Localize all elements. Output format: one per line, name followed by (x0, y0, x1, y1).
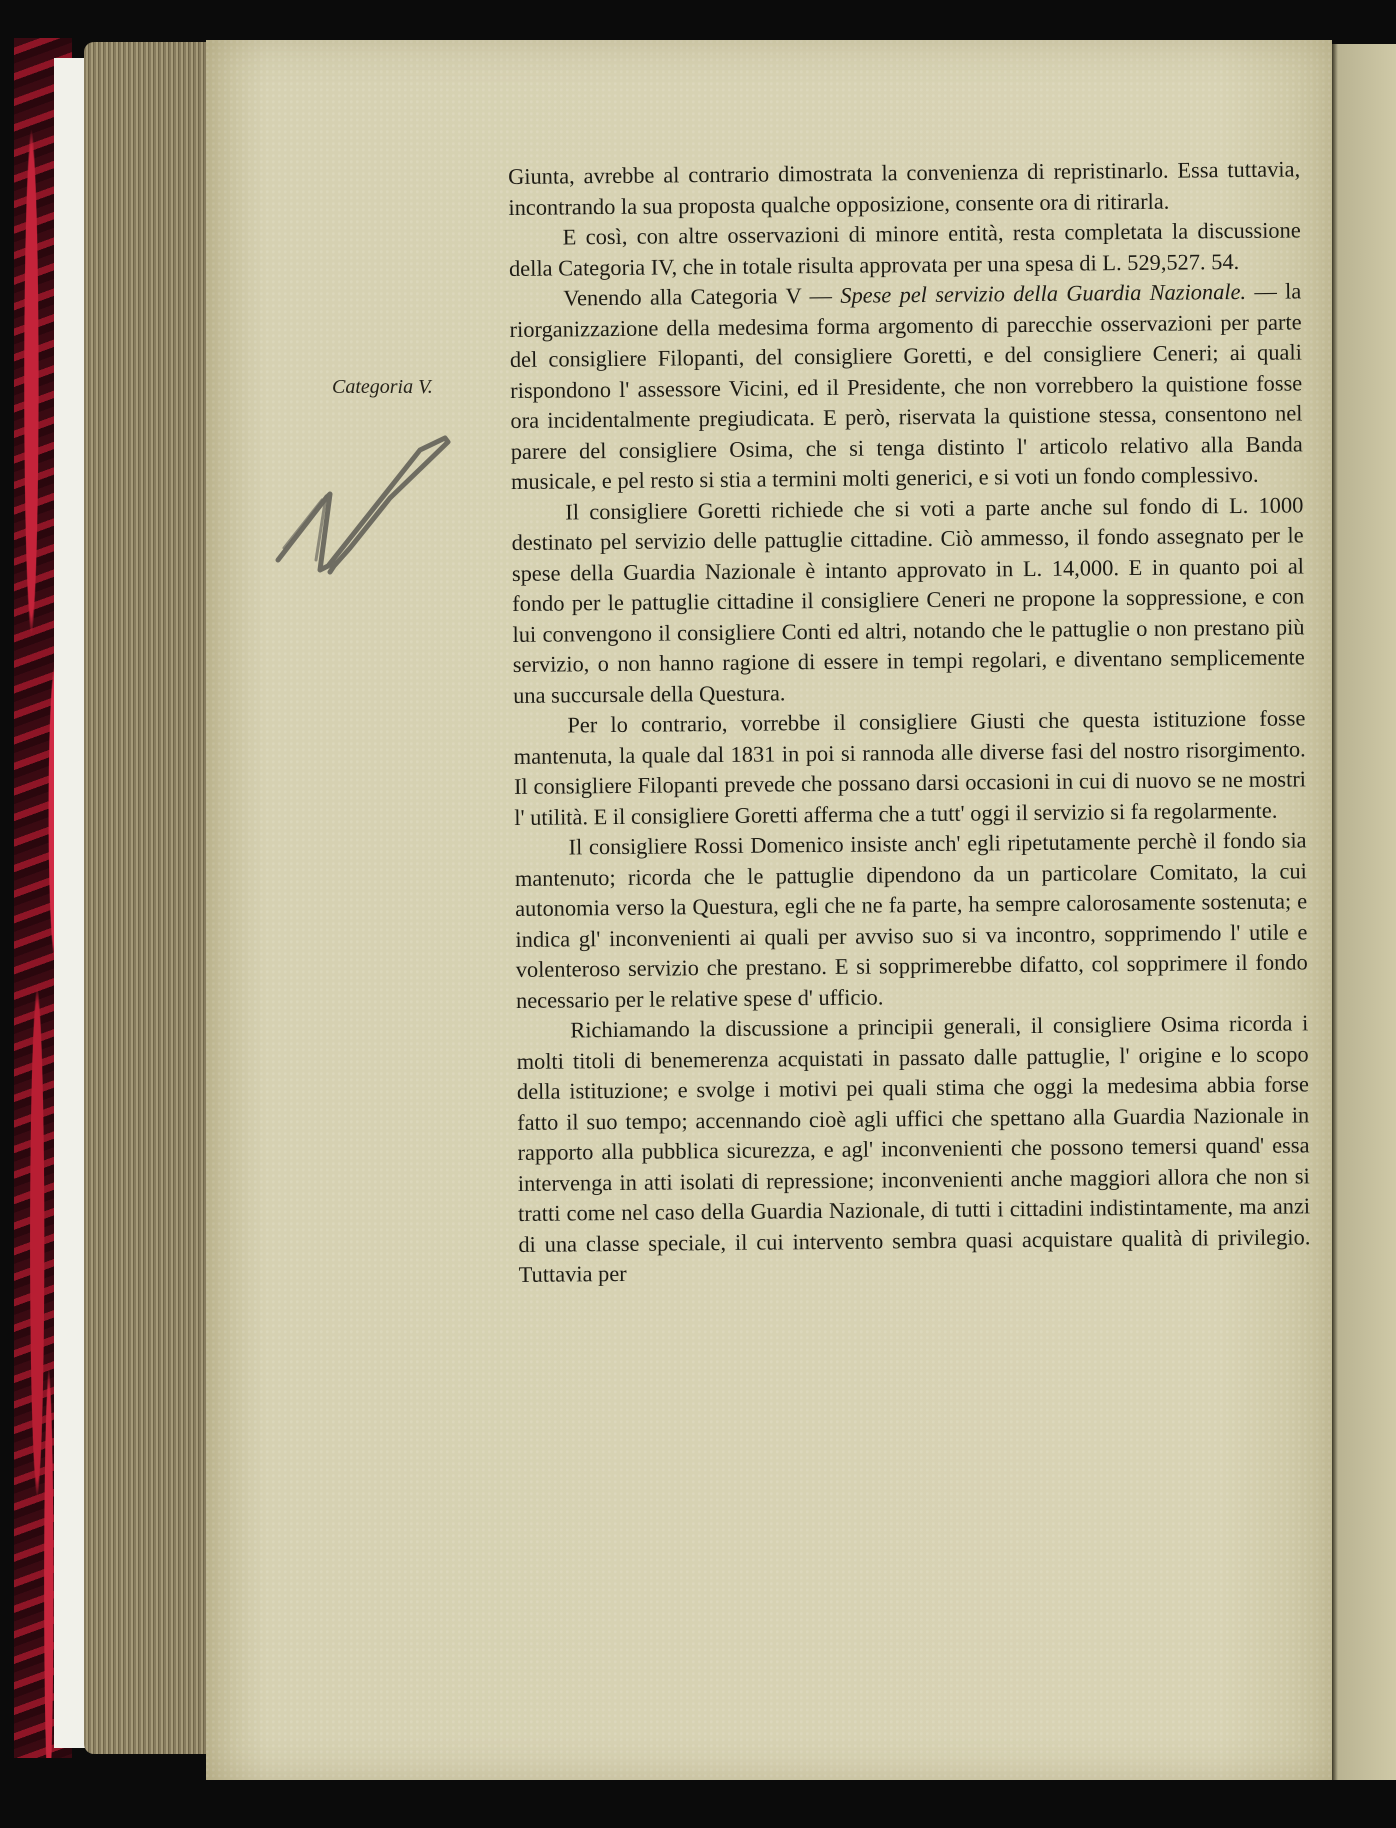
page-edges (84, 42, 214, 1754)
pencil-mark (270, 420, 470, 585)
paragraph: Giunta, avrebbe al contrario dimostrata la convenienza di repristinarlo. Essa tuttavia, incontrando la sua proposta qualche opposizione, consente ora di ritirarla. (508, 156, 1301, 220)
body-text (508, 154, 1311, 1290)
paragraph-intro: Venendo alla Categoria V — (563, 282, 841, 311)
facing-page-edge (1332, 44, 1396, 1780)
paragraph-body: — la riorganizzazione della medesima forma argomento di parecchie osservazioni per parte del consigliere Filopanti, del consigliere Goretti, e del consigliere Ceneri; ai quali rispondono l' assessore Vicini, ed il Presidente, che non vorrebbero la quistione fosse ora incidentalmente pregiudicata. E però, riservata la quistione stessa, consentono nel parere del consigliere Osima, che si tenga distinto l' articolo relativo alla Banda musicale, e pel resto si stia a termini molti generici, e si voti un fondo complessivo. (509, 278, 1303, 494)
paragraph: E così, con altre osservazioni di minore entità, resta completata la discussione della Categoria IV, che in totale risulta approvata per una spesa di L. 529,527. 54. (508, 217, 1301, 281)
margin-note: Categoria V. (332, 376, 433, 398)
flyleaf (54, 58, 88, 1748)
paragraph: Richiamando la discussione a principii generali, il consigliere Osima ricorda i molti titoli di benemerenza acquistati in passato dalle pattuglie, l' origine e lo scopo della istituzione; e svolge i motivi pei quali stima che oggi la medesima abbia forse fatto il suo tempo; accennando cioè agli uffici che spettano alla Guardia Nazionale in rapporto alla pubblica sicurezza, e agl' inconvenienti che possono temersi quand' essa intervenga in atti isolati di repressione; inconvenienti anche maggiori allora che non si tratti come nel caso della Guardia Nazionale, di tutti i cittadini indistintamente, ma anzi di una classe speciale, il cui intervento sembra quasi acquistare qualità di privilegio. Tuttavia per (516, 1010, 1311, 1287)
paragraph: Per lo contrario, vorrebbe il consigliere Giusti che questa istituzione fosse mantenuta, la quale dal 1831 in poi si rannoda alle diverse fasi del nostro risorgimento. Il consigliere Filopanti prevede che possano darsi occasioni in cui di nuovo se ne mostri l' utilità. E il consigliere Goretti afferma che a tutt' oggi il servizio si fa regolarmente. (513, 705, 1307, 830)
paragraph: Il consigliere Rossi Domenico insiste anch' egli ripetutamente perchè il fondo sia mantenuto; ricorda che le pattuglie dipendono da un particolare Comitato, la cui autonomia verso la Questura, egli che ne fa parte, ha sempre calorosamente sostenuta; e indica gl' inconvenienti ai quali per avviso suo si va incontro, sopprimendo l' utile e volenteroso servizio che prestano. E si sopprimerebbe difatto, col sopprimere il fondo necessario per le relative spese d' ufficio. (514, 827, 1308, 1013)
paragraph-categoria-v (509, 276, 1303, 497)
section-title: Spese pel servizio della Guardia Nazionale. (840, 278, 1247, 308)
paragraph: Il consigliere Goretti richiede che si voti a parte anche sul fondo di L. 1000 destinato pel servizio delle pattuglie cittadine. Ciò ammesso, il fondo assegnato per le spese della Guardia Nazionale è intanto approvato in L. 14,000. E in quanto poi al fondo per le pattuglie cittadine il consigliere Ceneri ne propone la soppressione, e con lui convengono il consigliere Conti ed altri, notando che le pattuglie o non prestano più servizio, o non hanno ragione di essere in tempi regolari, e diventano semplicemente una succursale della Questura. (511, 491, 1305, 708)
